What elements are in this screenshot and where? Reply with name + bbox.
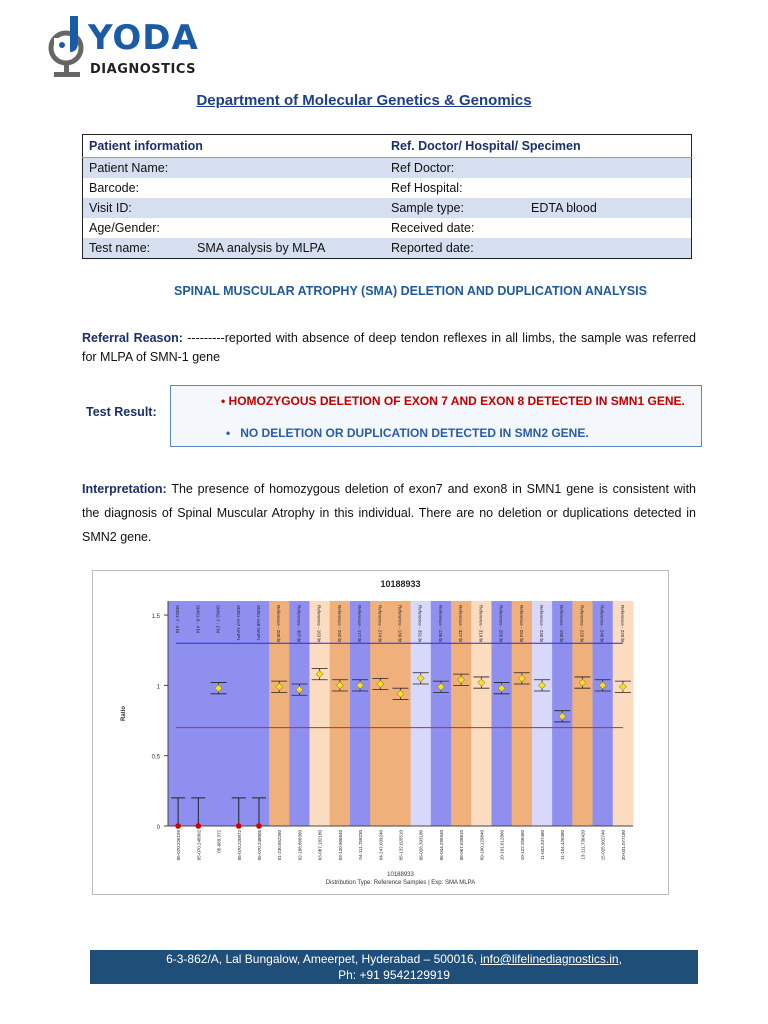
test-name-cell — [83, 238, 386, 259]
probe-top-label: Reference - 190 bt — [559, 605, 565, 643]
test-name-label: Test name: — [89, 241, 151, 255]
test-result-label: Test Result: — [86, 405, 157, 419]
table-row — [83, 218, 692, 238]
data-point-deleted — [196, 823, 202, 829]
probe-bottom-label: 06-028.393180 — [418, 830, 424, 861]
footer — [90, 950, 698, 984]
probe-band — [208, 601, 229, 826]
probe-bottom-label: 11-033.337480 — [540, 830, 546, 860]
probe-top-label: Reference - 177 bt — [357, 605, 363, 643]
probe-bottom-label: 10-122.258460 — [519, 830, 525, 861]
y-tick-label: 0 — [156, 825, 160, 831]
probe-bottom-label: 05-070.248902 — [196, 830, 202, 861]
probe-top-label: Reference - 307 bt — [296, 605, 302, 643]
department-title: Department of Molecular Genetics & Genomics — [196, 92, 532, 109]
footer-comma: , — [618, 952, 622, 966]
received-date-value — [525, 218, 692, 238]
patient-info-table — [82, 134, 692, 259]
data-point-deleted — [175, 823, 181, 829]
ref-doctor-value — [525, 158, 692, 179]
x-axis-label: Distribution Type: Reference Samples | Exp: SMA MLPA — [325, 880, 476, 886]
chart-title: 10188933 — [380, 579, 421, 589]
probe-bottom-label: 05-070.248005 — [256, 830, 262, 861]
probe-bottom-label: 11-104.428380 — [560, 830, 566, 860]
probe-top-label: SMN1-7 - 4 bt — [175, 605, 181, 634]
result-text: HOMOZYGOUS DELETION OF EXON 7 AND EXON 8 DETECTED IN SMN1 GENE. — [228, 394, 685, 408]
probe-bottom-label: 01-230.852260 — [277, 830, 283, 861]
interpretation-text: The presence of homozygous deletion of exon7 and exon8 in SMN1 gene is consistent with the diagnosis of Spinal Muscular Atrophy in this individual. There are no deletion or duplications detected in SMN2 gene. — [82, 482, 696, 544]
probe-top-label: Reference - 391 bt — [417, 605, 423, 643]
ref-doctor-label: Ref Doctor: — [385, 158, 525, 179]
referral-text: ---------reported with absence of deep tendon reflexes in all limbs, the sample was referred for MLPA of SMN-1 gene — [82, 331, 696, 364]
result-item-smn1: • HOMOZYGOUS DELETION OF EXON 7 AND EXON 8 DETECTED IN SMN1 GENE. — [221, 394, 685, 408]
probe-bottom-label: 03-087.182180 — [317, 830, 323, 861]
probe-top-label: Reference - 264 bt — [518, 605, 524, 643]
probe-top-label: Reference - 200 bt — [276, 605, 282, 643]
logo — [46, 12, 199, 82]
table-row — [83, 198, 692, 218]
data-point-deleted — [236, 823, 242, 829]
referral-label: Referral Reason: — [82, 331, 183, 345]
test-result-box — [170, 385, 702, 447]
mlpa-chart-frame — [92, 570, 669, 895]
test-name-value: SMA analysis by MLPA — [197, 241, 326, 255]
table-row — [83, 178, 692, 198]
received-date-label: Received date: — [391, 221, 475, 235]
probe-bottom-label: 02-188.868360 — [297, 830, 303, 861]
probe-top-label: Reference - 139 bt — [397, 605, 403, 643]
patient-name-label: Patient Name: — [83, 158, 386, 179]
probe-top-label: Reference - 220 bt — [619, 605, 625, 643]
table-row — [83, 158, 692, 179]
probe-bottom-label: 13-111.736420 — [580, 830, 586, 860]
probe-top-label: SMN1-ex8 NAIP1 — [255, 605, 261, 641]
brand-name: YODA — [88, 18, 199, 58]
visit-id-label: Visit ID: — [83, 198, 386, 218]
age-gender-label: Age/Gender: — [89, 221, 160, 235]
footer-email-link[interactable]: info@lifelinediagnostics.in — [480, 952, 619, 966]
sample-type-label: Sample type: — [385, 198, 525, 218]
probe-bottom-label: 05-132.025510 — [398, 830, 404, 861]
interpretation-label: Interpretation: — [82, 482, 167, 496]
probe-bottom-label: 10-101.612860 — [499, 830, 505, 861]
probe-top-label: Reference - 229 bt — [579, 605, 585, 643]
sample-type-value: EDTA blood — [525, 198, 692, 218]
probe-top-label: Reference - 327 bt — [458, 605, 464, 643]
probe-top-label: SMN2-7 - 2 bt — [215, 605, 221, 634]
barcode-label: Barcode: — [89, 181, 140, 195]
y-tick-label: 1 — [156, 684, 160, 691]
table-row — [83, 238, 692, 259]
probe-top-label: Reference - 319 bt — [478, 605, 484, 643]
footer-phone: Ph: +91 9542129919 — [338, 968, 450, 982]
probe-top-label: Reference - 292 bt — [336, 605, 342, 643]
reported-date-value — [525, 238, 692, 259]
ref-hospital-label: Ref Hospital: — [391, 181, 463, 195]
y-axis-label: Ratio — [121, 706, 127, 721]
probe-bottom-label: 04-147.039240 — [378, 830, 384, 861]
probe-band — [188, 601, 209, 826]
referral-reason — [82, 329, 696, 367]
probe-top-label: Reference - 240 bt — [599, 605, 605, 643]
probe-bottom-label: 15-025.902740 — [600, 830, 606, 861]
interpretation — [82, 477, 696, 549]
probe-top-label: Reference - 163 bt — [316, 605, 322, 643]
probe-top-label: Reference - 274 bt — [377, 605, 383, 643]
probe-band — [168, 601, 189, 826]
probe-top-label: Reference - 136 bt — [437, 605, 443, 643]
probe-bottom-label: 05-069.372 — [216, 830, 222, 853]
table-header-row — [83, 135, 692, 158]
probe-bottom-label: 06-044.295940 — [438, 830, 444, 861]
probe-bottom-label: 05-070.220972 — [236, 830, 242, 861]
probe-bottom-label: 20-031.077180 — [620, 830, 626, 861]
probe-bottom-label: 03-120.906840 — [337, 830, 343, 861]
flask-logo-icon — [46, 12, 90, 80]
x-axis-top-label: 10188933 — [387, 872, 414, 878]
probe-bottom-label: 05-070.226199 — [176, 830, 182, 861]
brand-subtitle: DIAGNOSTICS — [90, 62, 197, 77]
reported-date-label: Reported date: — [385, 238, 525, 259]
probe-bottom-label: 08-067.628810 — [459, 830, 465, 861]
ref-hospital-value — [525, 178, 692, 198]
mlpa-ratio-chart — [93, 571, 668, 894]
result-item-smn2: • NO DELETION OR DUPLICATION DETECTED IN SMN2 GENE. — [226, 426, 589, 440]
header-patient-info: Patient information — [83, 135, 386, 158]
footer-address: 6-3-862/A, Lal Bungalow, Ameerpet, Hyderabad – 500016, — [166, 952, 481, 966]
report-title: SPINAL MUSCULAR ATROPHY (SMA) DELETION AND DUPLICATION ANALYSIS — [174, 284, 647, 298]
probe-top-label: SMN1-ex7 NAIP1 — [235, 605, 241, 641]
probe-top-label: Reference - 230 bt — [539, 605, 545, 643]
y-tick-label: 0.5 — [151, 754, 160, 761]
probe-top-label: SMN1-8 - 4 bt — [195, 605, 201, 634]
y-tick-label: 1.5 — [151, 614, 160, 621]
data-point-deleted — [256, 823, 262, 829]
result-text: NO DELETION OR DUPLICATION DETECTED IN SMN2 GENE. — [240, 426, 589, 440]
header-ref-doctor: Ref. Doctor/ Hospital/ Specimen — [385, 135, 692, 158]
probe-bottom-label: 04-111.758230 — [358, 830, 364, 860]
probe-top-label: Reference - 256 bt — [498, 605, 504, 643]
probe-bottom-label: 09-100.129840 — [479, 830, 485, 861]
